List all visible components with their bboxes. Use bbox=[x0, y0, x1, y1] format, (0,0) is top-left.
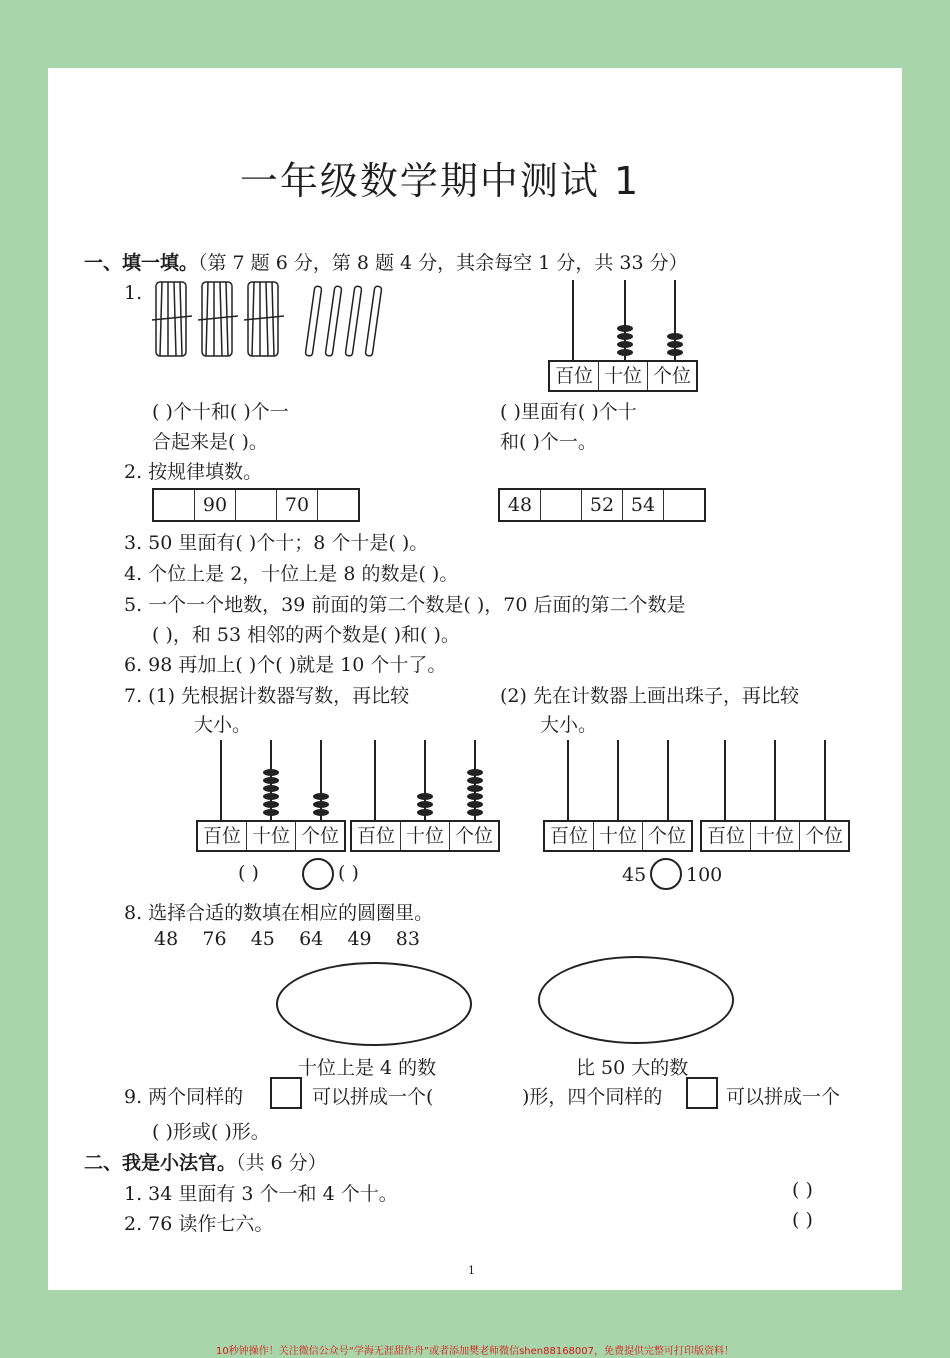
abacus-q1 bbox=[548, 280, 698, 392]
sequence-cell: 90 bbox=[195, 490, 236, 520]
q9-line1-c: )形，四个同样的 bbox=[522, 1086, 663, 1108]
stick-bundle bbox=[198, 282, 238, 356]
stick-bundles-figure bbox=[150, 278, 400, 362]
sequence-cell: 52 bbox=[582, 490, 623, 520]
section1-score-note: （第 7 题 6 分，第 8 题 4 分，其余每空 1 分，共 33 分） bbox=[198, 252, 688, 274]
q9-line1-b: 可以拼成一个( bbox=[312, 1086, 434, 1108]
abacus-rod bbox=[572, 280, 574, 360]
q1-left-line2: 合起来是( )。 bbox=[152, 431, 268, 453]
abacus-bead bbox=[263, 793, 279, 800]
abacus-bead bbox=[617, 333, 633, 340]
sequence-cell[interactable] bbox=[236, 490, 277, 520]
sequence-box-1 bbox=[152, 488, 360, 522]
abacus-bead bbox=[263, 809, 279, 816]
abacus-bead bbox=[667, 333, 683, 340]
abacus-label-ones: 个位 bbox=[652, 365, 691, 387]
abacus-label-hundreds: 百位 bbox=[702, 822, 751, 850]
q2-text: 2. 按规律填数。 bbox=[124, 461, 263, 483]
sequence-cell: 48 bbox=[500, 490, 541, 520]
q9-line1-d: 可以拼成一个 bbox=[726, 1086, 841, 1108]
abacus-label-ones: 个位 bbox=[647, 825, 686, 847]
footer-banner: 10秒钟操作！关注微信公众号“学海无涯甜作舟”或者添加樊老师微信shen88168007，免费提供完整可打印版资料！ bbox=[215, 1346, 735, 1357]
abacus-bead bbox=[417, 809, 433, 816]
abacus-rod bbox=[624, 280, 626, 360]
q8-number: 83 bbox=[395, 928, 420, 950]
abacus-rod bbox=[724, 740, 726, 820]
q7-part1-line1: 7. (1) 先根据计数器写数，再比较 bbox=[124, 685, 410, 707]
abacus-rod bbox=[667, 740, 669, 820]
sequence-cell[interactable] bbox=[318, 490, 358, 520]
compare-circle[interactable] bbox=[302, 858, 334, 890]
abacus-bead bbox=[467, 801, 483, 808]
q9-line1-a: 9. 两个同样的 bbox=[124, 1086, 244, 1108]
q7-part2-line1: (2) 先在计数器上画出珠子，再比较 bbox=[500, 685, 799, 707]
q8-number: 45 bbox=[250, 928, 275, 950]
q8-number: 76 bbox=[202, 928, 227, 950]
sequence-cell[interactable] bbox=[154, 490, 195, 520]
stick-bundle bbox=[244, 282, 284, 356]
q8-number: 49 bbox=[347, 928, 372, 950]
page-number: 1 bbox=[468, 1264, 475, 1277]
section2-heading: 二、我是小法官。 bbox=[84, 1152, 237, 1174]
abacus-label-ones: 个位 bbox=[454, 825, 493, 847]
abacus-bead bbox=[313, 809, 329, 816]
abacus-bead bbox=[617, 325, 633, 332]
abacus-label-tens: 十位 bbox=[247, 822, 296, 850]
ellipse-left-label: 十位上是 4 的数 bbox=[298, 1057, 437, 1079]
sequence-cell[interactable] bbox=[541, 490, 582, 520]
sequence-cell: 54 bbox=[623, 490, 664, 520]
q5-line1: 5. 一个一个地数，39 前面的第二个数是( )，70 后面的第二个数是 bbox=[124, 594, 686, 616]
abacus-label-hundreds: 百位 bbox=[545, 822, 594, 850]
q4-text: 4. 个位上是 2，十位上是 8 的数是( )。 bbox=[124, 563, 459, 585]
abacus-bead bbox=[263, 785, 279, 792]
q8-number-list bbox=[154, 928, 420, 950]
ellipse-right-label: 比 50 大的数 bbox=[576, 1057, 689, 1079]
q8-number: 48 bbox=[154, 928, 179, 950]
q8-number: 64 bbox=[299, 928, 324, 950]
stick-bundle bbox=[152, 282, 192, 356]
q1-right-line1: ( )里面有( )个十 bbox=[500, 401, 637, 423]
ellipse-tens-digit-4[interactable] bbox=[276, 962, 472, 1046]
abacus-label-hundreds: 百位 bbox=[198, 822, 247, 850]
abacus-label-hundreds: 百位 bbox=[550, 362, 599, 390]
section1-heading: 一、填一填。 bbox=[84, 252, 199, 274]
section2-header bbox=[84, 1148, 327, 1175]
abacus-bead bbox=[467, 793, 483, 800]
q5-line2: ( )，和 53 相邻的两个数是( )和( )。 bbox=[152, 624, 460, 646]
abacus-bead bbox=[417, 793, 433, 800]
abacus-q7-b bbox=[350, 740, 500, 852]
q1-left-line1: ( )个十和( )个一 bbox=[152, 401, 289, 423]
abacus-rod bbox=[774, 740, 776, 820]
q7-compare-right-b: 100 bbox=[686, 864, 723, 886]
abacus-bead bbox=[467, 769, 483, 776]
q1-number: 1. bbox=[124, 282, 143, 304]
abacus-label-ones: 个位 bbox=[300, 825, 339, 847]
abacus-bead bbox=[313, 801, 329, 808]
abacus-bead bbox=[467, 785, 483, 792]
judge-mark-1[interactable]: ( ) bbox=[792, 1179, 813, 1201]
abacus-label-tens: 十位 bbox=[599, 362, 648, 390]
abacus-q7-c[interactable] bbox=[543, 740, 693, 852]
abacus-label-tens: 十位 bbox=[751, 822, 800, 850]
sequence-cell[interactable] bbox=[664, 490, 704, 520]
abacus-bead bbox=[263, 769, 279, 776]
abacus-rod bbox=[424, 740, 426, 820]
square-shape-icon bbox=[270, 1077, 302, 1109]
abacus-bead bbox=[467, 809, 483, 816]
abacus-bead bbox=[263, 777, 279, 784]
q7-part1-line2: 大小。 bbox=[194, 714, 252, 736]
abacus-bead bbox=[617, 349, 633, 356]
abacus-bead bbox=[617, 341, 633, 348]
section2-score-note: （共 6 分） bbox=[236, 1152, 327, 1174]
sequence-box-2 bbox=[498, 488, 706, 522]
q9-line2: ( )形或( )形。 bbox=[152, 1121, 270, 1143]
abacus-bead bbox=[667, 349, 683, 356]
sequence-cell: 70 bbox=[277, 490, 318, 520]
single-sticks bbox=[305, 286, 382, 356]
abacus-q7-a bbox=[196, 740, 346, 852]
q7-compare-left-a[interactable]: ( ) bbox=[238, 862, 259, 884]
q3-text: 3. 50 里面有( )个十；8 个十是( )。 bbox=[124, 532, 429, 554]
q7-compare-right-a: 45 bbox=[622, 864, 647, 886]
abacus-label-tens: 十位 bbox=[594, 822, 643, 850]
judge-item-2: 2. 76 读作七六。 bbox=[124, 1213, 274, 1235]
q7-compare-left-b[interactable]: ( ) bbox=[338, 862, 359, 884]
judge-item-1: 1. 34 里面有 3 个一和 4 个十。 bbox=[124, 1183, 398, 1205]
compare-circle[interactable] bbox=[650, 858, 682, 890]
abacus-rod bbox=[567, 740, 569, 820]
abacus-label-tens: 十位 bbox=[401, 822, 450, 850]
abacus-bead bbox=[467, 777, 483, 784]
abacus-bead bbox=[263, 801, 279, 808]
q7-part2-line2: 大小。 bbox=[540, 714, 598, 736]
abacus-bead bbox=[313, 793, 329, 800]
abacus-rod bbox=[617, 740, 619, 820]
abacus-rod bbox=[374, 740, 376, 820]
ellipse-greater-than-50[interactable] bbox=[538, 956, 734, 1044]
q8-text: 8. 选择合适的数填在相应的圆圈里。 bbox=[124, 902, 434, 924]
abacus-rod bbox=[824, 740, 826, 820]
abacus-label-hundreds: 百位 bbox=[352, 822, 401, 850]
abacus-rod bbox=[320, 740, 322, 820]
abacus-bead bbox=[667, 341, 683, 348]
abacus-q7-d[interactable] bbox=[700, 740, 850, 852]
abacus-label-ones: 个位 bbox=[804, 825, 843, 847]
section1-header bbox=[84, 248, 688, 275]
q6-text: 6. 98 再加上( )个( )就是 10 个十了。 bbox=[124, 654, 447, 676]
square-shape-icon bbox=[686, 1077, 718, 1109]
page-title: 一年级数学期中测试 1 bbox=[239, 159, 641, 203]
q1-right-line2: 和( )个一。 bbox=[500, 431, 597, 453]
judge-mark-2[interactable]: ( ) bbox=[792, 1209, 813, 1231]
abacus-rod bbox=[674, 280, 676, 360]
abacus-rod bbox=[220, 740, 222, 820]
abacus-bead bbox=[417, 801, 433, 808]
